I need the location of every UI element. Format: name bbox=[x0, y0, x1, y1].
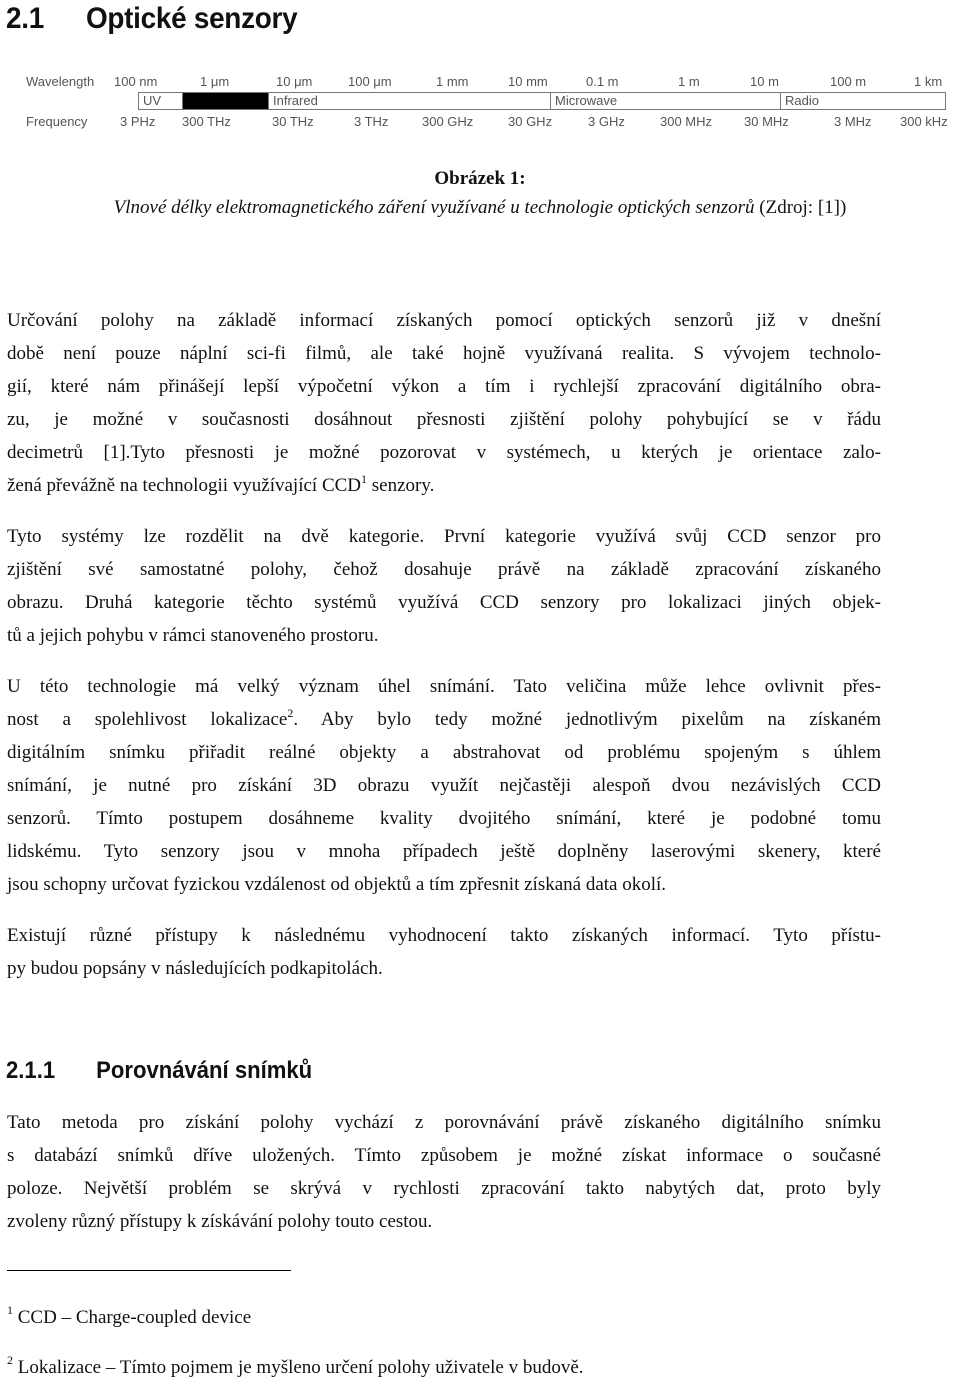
text-line: decimetrů [1].Tyto přesnosti je možné pozorovat v systémech, u kterých je orientace zalo- bbox=[7, 442, 881, 463]
section-title: Optické senzory bbox=[85, 2, 298, 35]
footnote-mark: 2 bbox=[7, 1353, 13, 1367]
microwave-band-label: Microwave bbox=[555, 93, 618, 108]
paragraph-1 bbox=[7, 304, 881, 502]
spectrum-figure bbox=[22, 72, 956, 134]
wavelength-tick: 1 km bbox=[914, 74, 943, 89]
footnote-1 bbox=[7, 1303, 252, 1329]
text-run: nost a spolehlivost lokalizace bbox=[7, 709, 288, 730]
infrared-band bbox=[269, 93, 551, 109]
text-line: senzorů. Tímto postupem dosáhneme kvality dvojitého snímání, které je podobné tomu bbox=[7, 808, 881, 829]
text-run: . Aby bylo tedy možné jednotlivým pixelům na získaném bbox=[293, 709, 881, 730]
paragraph-5 bbox=[7, 1106, 881, 1238]
footnote-text: Lokalizace – Tímto pojmem je myšleno určení polohy uživatele v budově. bbox=[17, 1357, 584, 1378]
visible-band bbox=[183, 93, 269, 109]
infrared-band-label: Infrared bbox=[273, 93, 318, 108]
text-line: Určování polohy na základě informací získaných pomocí optických senzorů již v dnešní bbox=[7, 310, 881, 331]
text-line: lidskému. Tyto senzory jsou v mnoha případech ještě doplněny laserovými skenery, které bbox=[7, 841, 881, 862]
subsection-number: 2.1.1 bbox=[6, 1057, 56, 1084]
paragraph-4 bbox=[7, 919, 881, 985]
wavelength-tick: 0.1 m bbox=[586, 74, 619, 89]
footnote-text: CCD – Charge-coupled device bbox=[17, 1307, 252, 1328]
frequency-tick: 3 MHz bbox=[834, 114, 872, 129]
wavelength-tick: 1 m bbox=[678, 74, 700, 89]
radio-band-label: Radio bbox=[785, 93, 819, 108]
wavelength-row-label: Wavelength bbox=[26, 74, 95, 89]
footnote-ref: 1 bbox=[361, 472, 368, 486]
text-line: snímání, je nutné pro získání 3D obrazu využít nejčastěji alespoň dvou nezávislých CCD bbox=[7, 775, 881, 796]
text-line: s databází snímků dříve uložených. Tímto způsobem je možné získat informace o současné bbox=[7, 1145, 881, 1166]
wavelength-tick: 1 mm bbox=[436, 74, 469, 89]
text-line: zu, je možné v současnosti dosáhnout přesnosti zjištění polohy pohybující se v řádu bbox=[7, 409, 881, 430]
text-line: poloze. Největší problém se skrývá v rychlosti zpracování takto nabytých dat, proto byly bbox=[7, 1178, 881, 1199]
figure-caption-text: Vlnové délky elektromagnetického záření využívané u technologie optických senzorů bbox=[113, 197, 755, 218]
frequency-tick: 300 kHz bbox=[900, 114, 948, 129]
text-line: obrazu. Druhá kategorie těchto systémů využívá CCD senzory pro lokalizaci jiných objek- bbox=[7, 592, 881, 613]
text-line: Tato metoda pro získání polohy vychází z porovnávání právě získaného digitálního snímku bbox=[7, 1112, 881, 1133]
paragraph-2 bbox=[7, 520, 881, 652]
spectrum-band-bar bbox=[138, 92, 946, 110]
section-heading bbox=[6, 0, 297, 38]
frequency-tick: 30 GHz bbox=[508, 114, 553, 129]
subsection-heading bbox=[6, 1057, 312, 1085]
frequency-tick: 300 GHz bbox=[422, 114, 474, 129]
wavelength-tick: 100 nm bbox=[114, 74, 158, 89]
text-line bbox=[7, 703, 881, 736]
footnote-2 bbox=[7, 1353, 584, 1379]
frequency-tick: 30 THz bbox=[272, 114, 314, 129]
text-line: zvoleny různý přístupy k získávání polohy touto cestou. bbox=[7, 1211, 433, 1232]
frequency-tick: 3 GHz bbox=[588, 114, 625, 129]
section-number: 2.1 bbox=[6, 2, 44, 35]
figure-caption bbox=[0, 197, 960, 219]
wavelength-tick: 100 μm bbox=[348, 74, 392, 89]
figure-source: (Zdroj: [1]) bbox=[759, 197, 847, 218]
wavelength-tick: 10 m bbox=[750, 74, 779, 89]
text-run: senzory. bbox=[367, 475, 435, 496]
figure-label: Obrázek 1: bbox=[434, 168, 526, 189]
wavelength-tick: 10 μm bbox=[276, 74, 313, 89]
text-line: gií, které nám přinášejí lepší výpočetní výkon a tím i rychlejší zpracování digitálního obra- bbox=[7, 376, 881, 397]
text-line: py budou popsány v následujících podkapitolách. bbox=[7, 958, 383, 979]
uv-band-label: UV bbox=[143, 93, 162, 108]
text-line: jsou schopny určovat fyzickou vzdálenost od objektů a tím zpřesnit získaná data okolí. bbox=[7, 874, 667, 895]
wavelength-tick: 10 mm bbox=[508, 74, 548, 89]
microwave-band bbox=[551, 93, 781, 109]
subsection-title: Porovnávání snímků bbox=[96, 1057, 313, 1084]
text-run: žená převážně na technologii využívající CCD bbox=[7, 475, 362, 496]
radio-band bbox=[781, 93, 945, 109]
paragraph-3 bbox=[7, 670, 881, 901]
text-line: digitálním snímku přiřadit reálné objekty a abstrahovat od problému spojeným s úhlem bbox=[7, 742, 881, 763]
text-line: době není pouze náplní sci-fi filmů, ale také hojně využívaná realita. S vývojem technolo- bbox=[7, 343, 881, 364]
frequency-tick: 300 THz bbox=[182, 114, 231, 129]
footnote-ref: 2 bbox=[287, 706, 294, 720]
footnote-separator bbox=[7, 1270, 291, 1271]
text-line: Existují různé přístupy k následnému vyhodnocení takto získaných informací. Tyto přístu- bbox=[7, 925, 881, 946]
footnote-mark: 1 bbox=[7, 1303, 13, 1317]
frequency-tick: 30 MHz bbox=[744, 114, 789, 129]
uv-band bbox=[139, 93, 183, 109]
text-line: Tyto systémy lze rozdělit na dvě kategorie. První kategorie využívá svůj CCD senzor pro bbox=[7, 526, 881, 547]
frequency-row-label: Frequency bbox=[26, 114, 88, 129]
wavelength-tick: 1 μm bbox=[200, 74, 230, 89]
frequency-tick: 300 MHz bbox=[660, 114, 713, 129]
text-line: tů a jejich pohybu v rámci stanoveného prostoru. bbox=[7, 625, 379, 646]
wavelength-tick: 100 m bbox=[830, 74, 867, 89]
text-line: U této technologie má velký význam úhel snímání. Tato veličina může lehce ovlivnit přes- bbox=[7, 676, 881, 697]
frequency-tick: 3 THz bbox=[354, 114, 389, 129]
text-line: zjištění své samostatné polohy, čehož dosahuje právě na základě zpracování získaného bbox=[7, 559, 881, 580]
frequency-tick: 3 PHz bbox=[120, 114, 156, 129]
text-line bbox=[7, 469, 881, 502]
